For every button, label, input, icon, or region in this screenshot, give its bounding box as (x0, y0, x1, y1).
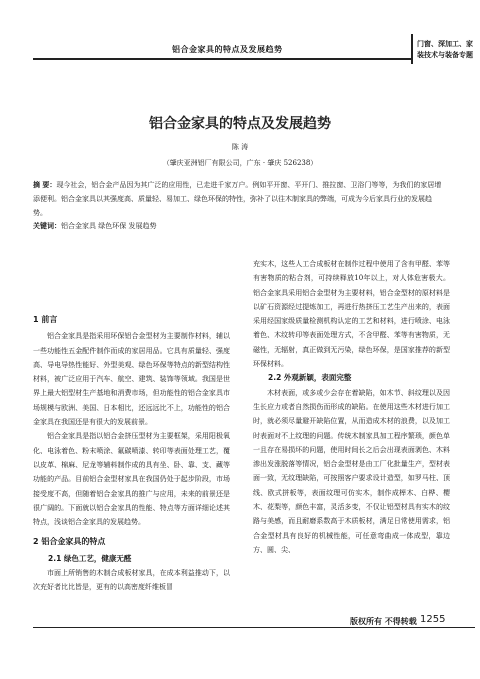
running-title: 铝合金家具的特点及发展趋势 (172, 44, 283, 54)
abstract-text: 现今社会，铝合金产品因为其广泛的应用性，已走进千家万户。例如平开窗、平开门、推拉窗、卫浴门等等，为我们的家居增添便利。铝合金家具以其强度高、质量轻、易加工、绿色环保的特性，弥补了以往木制家具的弊端，可成为今后家具行业的发展趋势。 (33, 181, 442, 217)
section-2-heading: 2 铝合金家具的特点 (33, 537, 106, 547)
column-tag (417, 38, 473, 60)
paragraph: 木材表面，或多或少会存在着缺陷，如木节、斜纹理以及因生长应力或者自然损伤而形成的缺陷。在使用这些木材进行加工时，就必须尽量避开缺陷位置，从而造成木材的浪费，以及加工时表面对不上纹理的问题。传统木制家具加工程序繁琐，颜色单一且存在易损坏的问题，使用时间长之后会出现表面剥色、木料渗出发涨脱落等情况，铝合金型材是由工厂化批量生产，型材表面一致，无纹理缺陷，可按照客户要求设计造型，如罗马柱、顶线、欧式拼板等，表面纹理可仿实木，制作成榉木、白桦、樱木、花梨等，颜色丰富，灵活多变，不仅让铝型材具有实木的纹路与美感，而且耐磨系数高于木质板材，满足日常使用需求，铝合金型材具有良好的机械性能，可任意弯曲成一体成型，靠边方、圆、尖、 (253, 388, 450, 554)
author: 陈 涛 (231, 143, 249, 151)
section-2-1-heading: 2.1 绿色工艺，健康无醛 (48, 553, 132, 563)
paragraph: 市面上所销售的木制合成板材家具，在成本利益推动下，以次充好者比比皆是，更有的以高密度纤维板冒 (33, 569, 230, 592)
page-number: 1255 (420, 614, 446, 625)
keywords (33, 219, 445, 233)
section-1-heading: 1 前言 (33, 315, 58, 324)
abstract (33, 178, 445, 220)
paragraph: 充实木，这些人工合成板材在制作过程中使用了含有甲醛、苯等有害物质的粘合剂，可持续释放10年以上，对人体危害极大。铝合金家具采用铝合金型材为主要材料，铝合金型材的原材料是以矿石资源经过提炼加工，再进行热挤压工艺生产出来的，表面采用经国家级质量检测机构认定的工艺和材料，进行喷涂、电泳着色、木纹转印等表面处理方式，不含甲醛、苯等有害物质，无磁性，无辐射，真正做到无污染，绿色环保，是国家推荐的新型环保材料。 (253, 260, 450, 369)
column-right (253, 257, 450, 557)
column-tag-line-2: 装技术与装备专题 (417, 50, 473, 59)
article-title: 铝合金家具的特点及发展趋势 (149, 116, 331, 132)
footer-note: 版权所有 不得转载 (350, 616, 417, 626)
footer-rule (33, 627, 475, 628)
column-tag-line-1: 门窗、深加工、家 (417, 39, 473, 48)
keywords-text: 铝合金家具 绿色环保 发展趋势 (61, 222, 157, 230)
paragraph: 铝合金家具是指以铝合金挤压型材为主要框架，采用阳极氧化、电泳着色、粉末喷涂、氟碳喷漆、转印等表面处理工艺，覆以皮革、棉麻、尼龙等辅料制作成的具有坐、卧、靠、支、藏等功能的产品。目前铝合金型材家具在我国仍处于起步阶段，市场接受度不高，但随着铝合金家具的推广与应用，未来的前景还是很广阔的。下面就以铝合金家具的性能、特点等方面详细论述其特点，浅谈铝合金家具的发展趋势。 (33, 432, 230, 527)
abstract-label: 摘 要： (33, 181, 57, 189)
paragraph: 铝合金家具是指采用环保铝合金型材为主要制作材料，辅以一些功能性五金配件制作而成的家居用品。它具有质量轻、强度高、导电导热性能好、外型美观、绿色环保等特点的新型结构性材料，被广泛应用于汽车、航空、建筑、装饰等领域。我国是世界上最大铝型材生产基地和消费市场，但功能性的铝合金家具市场规模与欧洲、美国、日本相比，还远远比不上，功能性的铝合金家具在我国还是有很大的发展前景。 (33, 332, 230, 427)
header-rule (33, 58, 411, 60)
keywords-label: 关键词： (33, 222, 61, 230)
section-2-2-heading: 2.2 外观新颖，表面完整 (268, 373, 352, 383)
affiliation: （肇庆亚洲铝厂有限公司，广东 · 肇庆 526238） (162, 159, 318, 167)
column-left (33, 313, 230, 595)
